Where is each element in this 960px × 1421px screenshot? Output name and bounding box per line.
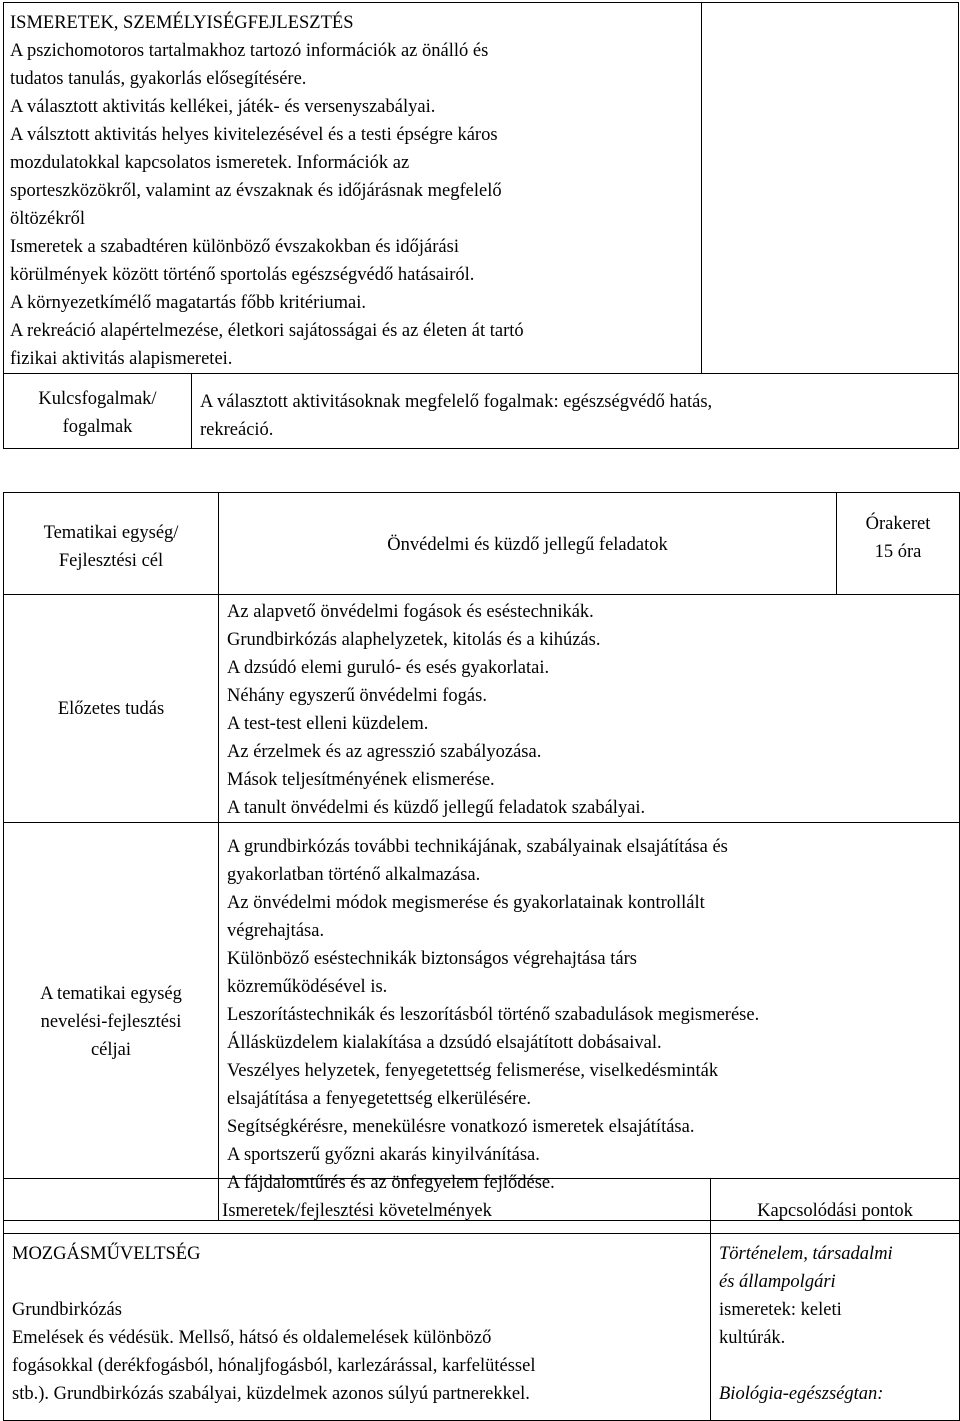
kapcsolodas-line: ismeretek: keleti — [719, 1300, 842, 1320]
elozetes-tudas-row — [4, 595, 960, 823]
spacer — [719, 1352, 953, 1380]
list-item: Az érzelmek és az agresszió szabályozása. — [227, 742, 542, 762]
celjai-line: elsajátítása a fenyegetettség elkerülésére. — [227, 1089, 532, 1109]
ismeretek-line: A rekreáció alapértelmezése, életkori sajátosságai és az életen át tartó — [10, 321, 524, 341]
tematikai-label-line: Fejlesztési cél — [58, 550, 164, 571]
list-item: Mások teljesítményének elismerése. — [227, 770, 495, 790]
celjai-line: Segítségkérésre, menekülésre vonatkozó ismeretek elsajátítása. — [227, 1117, 695, 1137]
kovetelmenyek-body — [4, 1234, 711, 1421]
celjai-line: Állásküzdelem kialakítása a dzsúdó elsajátított dobásaival. — [227, 1033, 662, 1053]
list-item: Néhány egyszerű önvédelmi fogás. — [227, 686, 487, 706]
ismeretek-line: mozdulatokkal kapcsolatos ismeretek. Információk az — [10, 153, 410, 173]
spacer — [12, 1268, 704, 1296]
tematikai-title: Önvédelmi és küzdő jellegű feladatok — [219, 493, 837, 595]
ismeretek-line: A válsztott aktivitás helyes kivitelezésével és a testi épségre káros — [10, 125, 498, 145]
elozetes-tudas-label: Előzetes tudás — [4, 595, 219, 823]
kulcsfogalmak-label — [4, 374, 192, 449]
section-title: MOZGÁSMŰVELTSÉG — [12, 1244, 201, 1264]
ismeretek-row — [4, 3, 959, 374]
ismeretek-line: körülmények között történő sportolás egészségvédő hatásairól. — [10, 265, 475, 285]
ismeretek-table — [3, 2, 959, 449]
tematikai-header-row — [4, 493, 960, 595]
ismeretek-line: tudatos tanulás, gyakorlás elősegítésére. — [10, 69, 307, 89]
ismeretek-line: A környezetkímélő magatartás főbb kritériumai. — [10, 293, 367, 313]
ismeretek-line: A választott aktivitás kellékei, játék- és versenyszabályai. — [10, 97, 436, 117]
celjai-row — [4, 823, 960, 1221]
orakeret-cell — [837, 493, 960, 595]
kapcsolodas-line: Biológia-egészségtan: — [719, 1384, 884, 1404]
celjai-line: gyakorlatban történő alkalmazása. — [227, 865, 481, 885]
celjai-line: Veszélyes helyzetek, fenyegetettség felismerése, viselkedésminták — [227, 1061, 719, 1081]
tematikai-label — [4, 493, 219, 595]
celjai-line: Leszorítástechnikák és leszorításból történő szabadulások megismerése. — [227, 1005, 760, 1025]
kulcsfogalmak-row — [4, 374, 959, 449]
kovetelmenyek-header: Ismeretek/fejlesztési követelmények — [4, 1179, 711, 1234]
ismeretek-cell — [4, 3, 702, 374]
celjai-line: Az önvédelmi módok megismerése és gyakorlatainak kontrollált — [227, 893, 705, 913]
list-item: Grundbirkózás alaphelyzetek, kitolás és a kihúzás. — [227, 630, 601, 650]
ismeretek-line: A pszichomotoros tartalmakhoz tartozó információk az önálló és — [10, 41, 489, 61]
ismeretek-line: sporteszközökről, valamint az évszaknak és időjárásnak megfelelő — [10, 181, 502, 201]
celjai-label-line: A tematikai egység — [40, 983, 182, 1004]
kovetelmenyek-table — [3, 1178, 960, 1421]
celjai-list — [219, 823, 960, 1221]
tematikai-label-line: Tematikai egység/ — [43, 522, 179, 543]
kulcsfogalmak-value-line: A választott aktivitásoknak megfelelő fogalmak: egészségvédő hatás, — [200, 392, 713, 412]
celjai-line: A fájdalomtűrés és az önfegyelem fejlődése. — [227, 1173, 555, 1193]
elozetes-tudas-list — [219, 595, 960, 823]
kapcsolodas-line: kultúrák. — [719, 1328, 786, 1348]
body-line: Emelések és védésük. Mellső, hátsó és oldalemelések különböző — [12, 1328, 492, 1348]
ismeretek-line: fizikai aktivitás alapismeretei. — [10, 349, 233, 369]
list-item: A tanult önvédelmi és küzdő jellegű feladatok szabályai. — [227, 798, 646, 818]
celjai-line: Különböző eséstechnikák biztonságos végrehajtása társ — [227, 949, 637, 969]
kulcsfogalmak-label-line: fogalmak — [62, 417, 133, 437]
kulcsfogalmak-value-line: rekreáció. — [200, 420, 274, 440]
body-line: fogásokkal (derékfogásból, hónaljfogásból, karlezárással, karfelütéssel — [12, 1356, 536, 1376]
kulcsfogalmak-label-line: Kulcsfogalmak/ — [38, 389, 157, 409]
list-item: A dzsúdó elemi guruló- és esés gyakorlatai. — [227, 658, 550, 678]
ismeretek-line: öltözékről — [10, 209, 86, 229]
kapcsolodas-line: és állampolgári — [719, 1272, 836, 1292]
kovetelmenyek-header-row — [4, 1179, 960, 1234]
celjai-label-line: nevelési-fejlesztési — [40, 1011, 182, 1032]
kapcsolodasi-pontok-body — [711, 1234, 960, 1421]
body-line: stb.). Grundbirkózás szabályai, küzdelmek azonos súlyú partnerekkel. — [12, 1384, 530, 1404]
celjai-line: közreműködésével is. — [227, 977, 388, 997]
kapcsolodas-line: Történelem, társadalmi — [719, 1244, 893, 1264]
ismeretek-line: ISMERETEK, SZEMÉLYISÉGFEJLESZTÉS — [10, 13, 354, 33]
orakeret-label: Órakeret — [865, 514, 931, 534]
celjai-line: A grundbirkózás további technikájának, szabályainak elsajátítása és — [227, 837, 728, 857]
kulcsfogalmak-value — [192, 374, 959, 449]
celjai-line: végrehajtása. — [227, 921, 325, 941]
kovetelmenyek-body-row — [4, 1234, 960, 1421]
ismeretek-line: Ismeretek a szabadtéren különböző évszakokban és időjárási — [10, 237, 459, 257]
celjai-label-line: céljai — [90, 1039, 132, 1060]
subsection-title: Grundbirkózás — [12, 1300, 122, 1320]
empty-cell — [702, 3, 959, 374]
list-item: Az alapvető önvédelmi fogások és eséstechnikák. — [227, 602, 594, 622]
list-item: A test-test elleni küzdelem. — [227, 714, 429, 734]
celjai-line: A sportszerű győzni akarás kinyilvánítása. — [227, 1145, 540, 1165]
orakeret-value: 15 óra — [874, 542, 922, 562]
kapcsolodasi-pontok-header: Kapcsolódási pontok — [711, 1179, 960, 1234]
celjai-label — [4, 823, 219, 1221]
tematikai-egyseg-table — [3, 492, 960, 1221]
